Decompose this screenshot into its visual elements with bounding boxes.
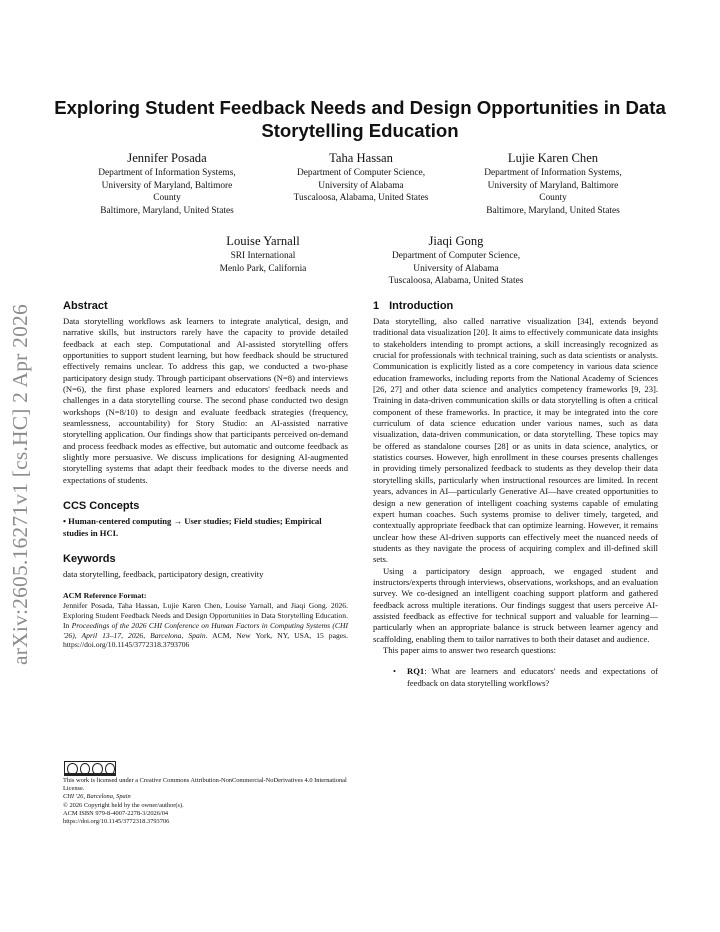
author-affiliation-line: SRI International (230, 251, 296, 261)
copyright-line: © 2026 Copyright held by the owner/author(s). (63, 801, 184, 809)
author-name: Lujie Karen Chen (507, 151, 599, 165)
author-yarnall (170, 234, 356, 275)
author-affiliation-line: Tuscaloosa, Alabama, United States (293, 193, 429, 204)
author-affiliation-line: University of Maryland, Baltimore (487, 180, 619, 191)
acm-ref-rest: . ACM, New York, NY, USA, 15 pages. https://doi.org/10.1145/3772318.3793706 (63, 630, 348, 650)
license-text: This work is licensed under a Creative Commons Attribution-NonCommercial-NoDerivatives 4.0 International License. (63, 777, 347, 793)
keywords-text: data storytelling, feedback, participatory design, creativity (63, 568, 264, 579)
left-column (63, 300, 348, 650)
author-affiliation-line: University of Maryland, Baltimore (101, 180, 233, 191)
arxiv-identifier: arXiv:2605.16271v1 [cs.HC] 2 Apr 2026 (8, 304, 32, 665)
author-affiliation-line: Department of Information Systems, (484, 168, 622, 178)
ccs-heading: CCS Concepts (63, 500, 140, 513)
author-affiliation-line: Menlo Park, California (219, 263, 307, 274)
creative-commons-badge (64, 761, 116, 776)
author-name: Taha Hassan (329, 151, 393, 165)
acm-ref-heading: ACM Reference Format: (63, 591, 147, 601)
venue-line: CHI '26, Barcelona, Spain (63, 793, 131, 801)
acm-ref-venue: Proceedings of the 2026 CHI Conference on Human Factors in Computing Systems (CHI '26), April 13–17, 2026, Barcelona, Spain (63, 620, 348, 640)
section-number: 1 (373, 300, 380, 312)
author-gong (362, 234, 550, 288)
author-affiliation-line: University of Alabama (413, 263, 499, 274)
author-name: Jiaqi Gong (428, 234, 484, 248)
abstract-heading: Abstract (63, 300, 108, 312)
author-affiliation-line: Department of Information Systems, (98, 168, 236, 178)
author-affiliation-line: Baltimore, Maryland, United States (486, 205, 620, 216)
author-affiliation-line: Tuscaloosa, Alabama, United States (388, 276, 524, 287)
license-block (63, 777, 353, 826)
rq-label: RQ1 (407, 666, 425, 677)
acm-ref-text (63, 601, 348, 650)
author-chen (456, 151, 650, 217)
research-question-item (373, 666, 658, 689)
author-affiliation-line: County (539, 193, 567, 204)
section-title: Introduction (389, 300, 454, 312)
ccs-text: • Human-centered computing → User studies; Field studies; Empirical studies in HCI. (63, 516, 322, 538)
author-name: Louise Yarnall (226, 234, 300, 248)
author-affiliation-line: Department of Computer Science, (391, 251, 521, 261)
author-affiliation-line: University of Alabama (318, 180, 404, 191)
keywords-heading: Keywords (63, 552, 116, 565)
intro-paragraph-2: Using a participatory design approach, we engaged student and instructors/experts through interviews, observations, workshops, and an evaluation survey. We co-designed an intelligent coaching support platform and gathered feedback across multiple iterations. Our findings suggest that users perceive AI-assisted feedback as effective for technical support and valuable for learning—particularly when an appropriate balance is struck between learner agency and scaffolding, enabling them to tailor narratives to both their dataset and audience. (373, 565, 658, 644)
isbn-line: ACM ISBN 979-8-4007-2278-3/2026/04 (63, 809, 169, 817)
author-affiliation-line: Baltimore, Maryland, United States (100, 205, 234, 216)
abstract-text: Data storytelling workflows ask learners to integrate analytical, design, and narrative skills, but instructors rarely have the capacity to provide detailed feedback at each step. Computational and AI-assisted storytelling offers opportunities to support student learning, but how feedback should be structured effectively remains unclear. To address this gap, we conducted a two-phase participatory design study. Through participant observations (N=8) and interviews (N=6), the first phase explored learners and educators' feedback needs and challenges in a data storytelling course. The second phase conducted two design workshops (N=8/10) to design and evaluate feedback strategies (frequency, seamlessness, accountability) for Story Studio: an AI-assisted narrative storytelling application. Our findings show that participants perceived on-demand and process feedback modes as effective, but automatic and outcome feedback as slightly more persuasive. We discuss implications for designing AI-augmented storytelling systems that adapt their feedback modes to the diverse needs and expectations of students. (63, 316, 348, 485)
doi-line: https://doi.org/10.1145/3772318.3793706 (63, 818, 170, 826)
acm-ref-authors: Jennifer Posada, Taha Hassan, Lujie Karen Chen, Louise Yarnall, and Jiaqi Gong. 2026. Exploring Student Feedback Needs and Design Opportunities in Data Storytelling Education. In (63, 601, 348, 630)
author-posada (70, 151, 264, 217)
author-hassan (264, 151, 458, 205)
rq-text: : What are learners and educators' needs and expectations of feedback on data storytelling workflows? (407, 666, 658, 688)
intro-paragraph-1: Data storytelling, also called narrative visualization [34], extends beyond traditional data visualization [20]. It aims to effectively communicate data insights to stakeholders intending to prompt actions, a skill increasingly recognized as crucial for professionals with technical training, such as data scientists or analysts. Communication is explicitly listed as a core competency in various data science education frameworks, including reports from the National Academy of Sciences [26, 27] and other data science and analytics competency frameworks [9, 23]. Training in data-driven communication skills or data storytelling is often a critical component of these frameworks. In practice, it may be integrated into the core curriculum of data science education under various names, such as data visualization, data-driven communication, or data storytelling. These topics may be offered as standalone courses [28] or as units in data science, analytics, or statistics courses. However, high enrollment in these courses presents challenges in providing timely personalized feedback to students as they develop their data storytelling skills, particularly when instructional resources are limited. In recent years, advances in AI—particularly Generative AI—have created opportunities to design a new generation of intelligent coaching systems capable of emulating expert human coaches. Such systems promise to deliver timely, targeted, and contextually appropriate feedback that can optimize learning. However, it remains unclear how these AI-driven supports can effectively meet the nuanced needs of students as they navigate the process of acquiring complex and ill-defined skill sets. (373, 316, 658, 565)
right-column (373, 300, 658, 689)
research-question-list (373, 666, 658, 689)
author-affiliation-line: Department of Computer Science, (296, 168, 426, 178)
intro-paragraph-3: This paper aims to answer two research questions: (383, 644, 557, 655)
author-affiliation-line: County (153, 193, 181, 204)
author-name: Jennifer Posada (127, 151, 207, 165)
intro-heading (373, 300, 658, 313)
paper-title: Exploring Student Feedback Needs and Design Opportunities in Data Storytelling Education (54, 97, 666, 141)
